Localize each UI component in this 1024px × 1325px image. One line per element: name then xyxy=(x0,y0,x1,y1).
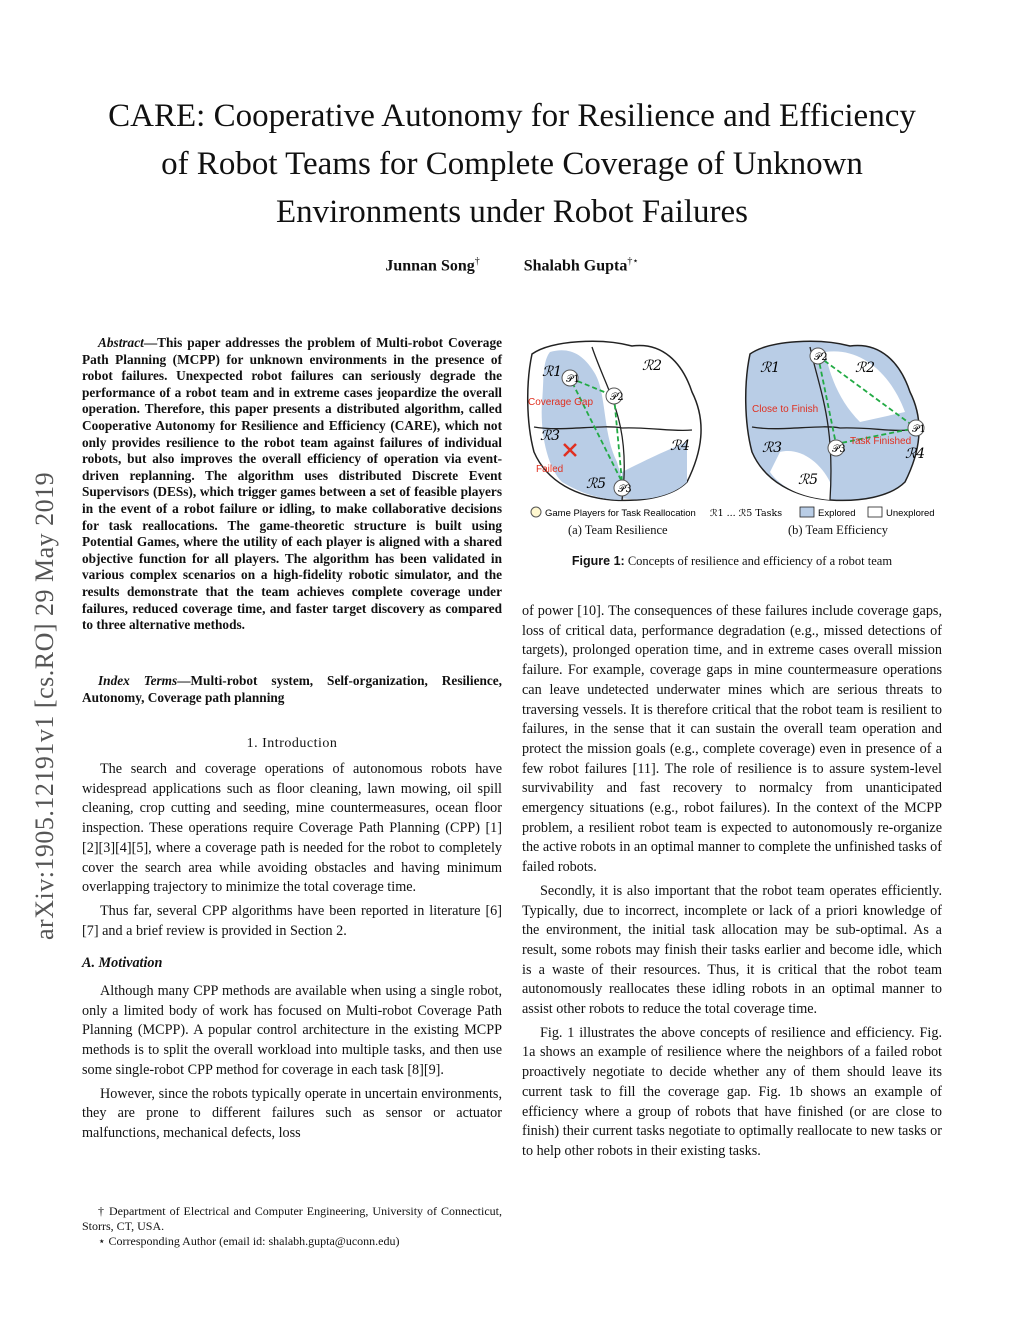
player-label: 𝒫1 xyxy=(566,374,580,385)
footnote: ⋆ Corresponding Author (email id: shalabh.gupta@uconn.edu) xyxy=(98,1234,400,1248)
panel-a xyxy=(528,341,701,500)
title-line-2: of Robot Teams for Complete Coverage of Unknown xyxy=(161,146,863,182)
figure-legend xyxy=(531,507,935,519)
paragraph: Although many CPP methods are available when using a single robot, only a limited body of work has focused on Multi-robot Coverage Path Planning (MCPP). A popular control architecture in the existing MCPP methods is to split the overall workload into multiple tasks, and then use some single-robot CPP method for coverage in each task [8][9]. xyxy=(82,983,502,1078)
player-label: 𝒫3 xyxy=(618,484,632,495)
region-label: ℛ2 xyxy=(642,358,663,374)
figure-caption xyxy=(522,554,942,569)
coverage-gap-label: Coverage Gap xyxy=(528,397,594,408)
panel-b xyxy=(746,341,926,500)
region-label: ℛ2 xyxy=(855,360,876,376)
paragraph: Fig. 1 illustrates the above concepts of resilience and efficiency. Fig. 1a shows an example of resilience where the neighbors of a failed robot proactively negotiate to decide whether any of them should leave its current task to fill the coverage gap. Fig. 1b shows an example of efficiency where a group of robots that have finished (or are close to finish) their current tasks negotiate to optimally reallocate to new tasks or to help other robots in their existing tasks. xyxy=(522,1024,942,1159)
legend-unexplored: Unexplored xyxy=(886,508,935,519)
paragraph: Thus far, several CPP algorithms have been reported in literature [6][7] and a brief review is provided in Section 2. xyxy=(82,902,502,939)
footnotes xyxy=(82,1204,502,1249)
author-list xyxy=(0,256,1024,275)
author: Junnan Song† xyxy=(385,256,480,275)
left-body xyxy=(82,760,502,1148)
arxiv-stamp: arXiv:1905.12191v1 [cs.RO] 29 May 2019 xyxy=(30,471,59,940)
region-label: ℛ5 xyxy=(798,472,819,488)
region-label: ℛ1 xyxy=(760,360,781,376)
legend-players: Game Players for Task Reallocation xyxy=(545,508,696,519)
region-label: ℛ3 xyxy=(762,440,783,456)
right-body xyxy=(522,602,942,1166)
task-finished-label: Task Finished xyxy=(850,436,912,447)
title-line-1: CARE: Cooperative Autonomy for Resilience and Efficiency xyxy=(108,98,916,134)
region-label: ℛ5 xyxy=(586,476,607,492)
author: Shalabh Gupta†⋆ xyxy=(523,256,639,275)
index-terms-label: Index Terms xyxy=(98,673,178,688)
player-label: 𝒫2 xyxy=(610,392,624,403)
subsection-heading: A. Motivation xyxy=(82,955,163,972)
title-line-3: Environments under Robot Failures xyxy=(275,194,749,230)
section-heading: 1. Introduction xyxy=(246,736,338,751)
figure-1 xyxy=(522,332,944,542)
legend-tasks: ℛ1 ... ℛ5 Tasks xyxy=(710,508,783,519)
region-label: ℛ4 xyxy=(905,446,926,462)
paragraph: Secondly, it is also important that the robot team operates efficiently. Typically, due to incorrect, incomplete or lack of a priori knowledge of the environment, the initial task allocation may be sub-optimal. As a result, some robots may finish their tasks earlier and become idle, which is a waste of their resources. Thus, it is critical that the robot team autonomously reallocates these idling robots in an optimal manner to assist other robots to reduce the total coverage time. xyxy=(522,882,942,1018)
paragraph: However, since the robots typically operate in uncertain environments, they are prone to different failures such as sensor or actuator malfunctions, mechanical defects, loss xyxy=(82,1085,502,1141)
region-label: ℛ4 xyxy=(670,438,691,454)
paragraph: of power [10]. The consequences of these failures include coverage gaps, loss of critical data, performance degradation (e.g., missed detections of targets), prolonged operation time, and in extreme cases overall mission failure. For example, coverage gaps in mine countermeasure operations can leave undetected underwater mines which are serious threats to traversing vessels. It is therefore critical that the robot team is resilient to failures, in the sense that it can sustain the overall team operation and protect the mission goals (e.g., complete coverage) even in presence of a few robot failures [11]. The role of resilience is to assure system-level survivability and fast recovery to normalcy from unanticipated emergency situations (e.g., robot failures). In the context of the MCPP problem, a resilient robot team is expected to autonomously re-organize the active robots in an optimal manner to complete the unfinished tasks of failed robots. xyxy=(522,603,942,876)
abstract xyxy=(82,335,502,634)
index-terms-text: —Multi-robot system, Self-organization, Resilience, Autonomy, Coverage path planning xyxy=(82,673,502,705)
paragraph: The search and coverage operations of autonomous robots have widespread applications such as floor cleaning, lawn mowing, oil spill cleaning, crop cutting and seeding, mine countermeasures, ocean floor inspection. These operations require Coverage Path Planning (CPP) [1][2][3][4][5], where a coverage path is needed for the robot to completely cover the search area while avoiding obstacles and having minimum overlapping trajectory to minimize the total coverage time. xyxy=(82,761,502,896)
index-terms xyxy=(82,673,502,706)
player-label: 𝒫3 xyxy=(832,444,846,455)
close-to-finish-label: Close to Finish xyxy=(752,404,819,415)
player-label: 𝒫1 xyxy=(912,424,926,435)
subcaption-b: (b) Team Efficiency xyxy=(788,523,889,537)
region-label: ℛ3 xyxy=(540,428,561,444)
figure-caption-label: Figure 1: xyxy=(571,554,625,568)
abstract-text: —This paper addresses the problem of Multi-robot Coverage Path Planning (MCPP) for unknown environments in the presence of robot failures. Unexpected robot failures can seriously degrade the performance of a robot team and in extreme cases jeopardize the overall operation. Therefore, this paper presents a distributed algorithm, called Cooperative Autonomy for Resilience and Efficiency (CARE), which not only provides resilience to the robot team against failures of individual robots, but also improves the overall efficiency of operation via event-driven replanning. The algorithm uses distributed Discrete Event Supervisors (DESs), which trigger games between a set of feasible players in the event of a robot failure or idling, to make collaborative decisions for task reallocations. The game-theoretic structure is built using Potential Games, where the utility of each player is aligned with a shared objective function for all players. The algorithm has been validated in various complex scenarios on a high-fidelity robotic simulator, and the results demonstrate that the team achieves complete coverage under failures, reduced coverage time, and faster target discovery as compared to three alternative methods. xyxy=(82,335,502,633)
paper-title xyxy=(60,92,964,236)
legend-explored: Explored xyxy=(818,508,856,519)
failed-label: Failed xyxy=(536,464,564,475)
figure-caption-text: Concepts of resilience and efficiency of a robot team xyxy=(627,554,893,568)
abstract-label: Abstract xyxy=(98,335,144,350)
player-label: 𝒫2 xyxy=(814,352,828,363)
region-label: ℛ1 xyxy=(542,364,563,380)
footnote: † Department of Electrical and Computer Engineering, University of Connecticut, Storrs, CT, USA. xyxy=(82,1204,502,1233)
subcaption-a: (a) Team Resilience xyxy=(568,523,668,537)
